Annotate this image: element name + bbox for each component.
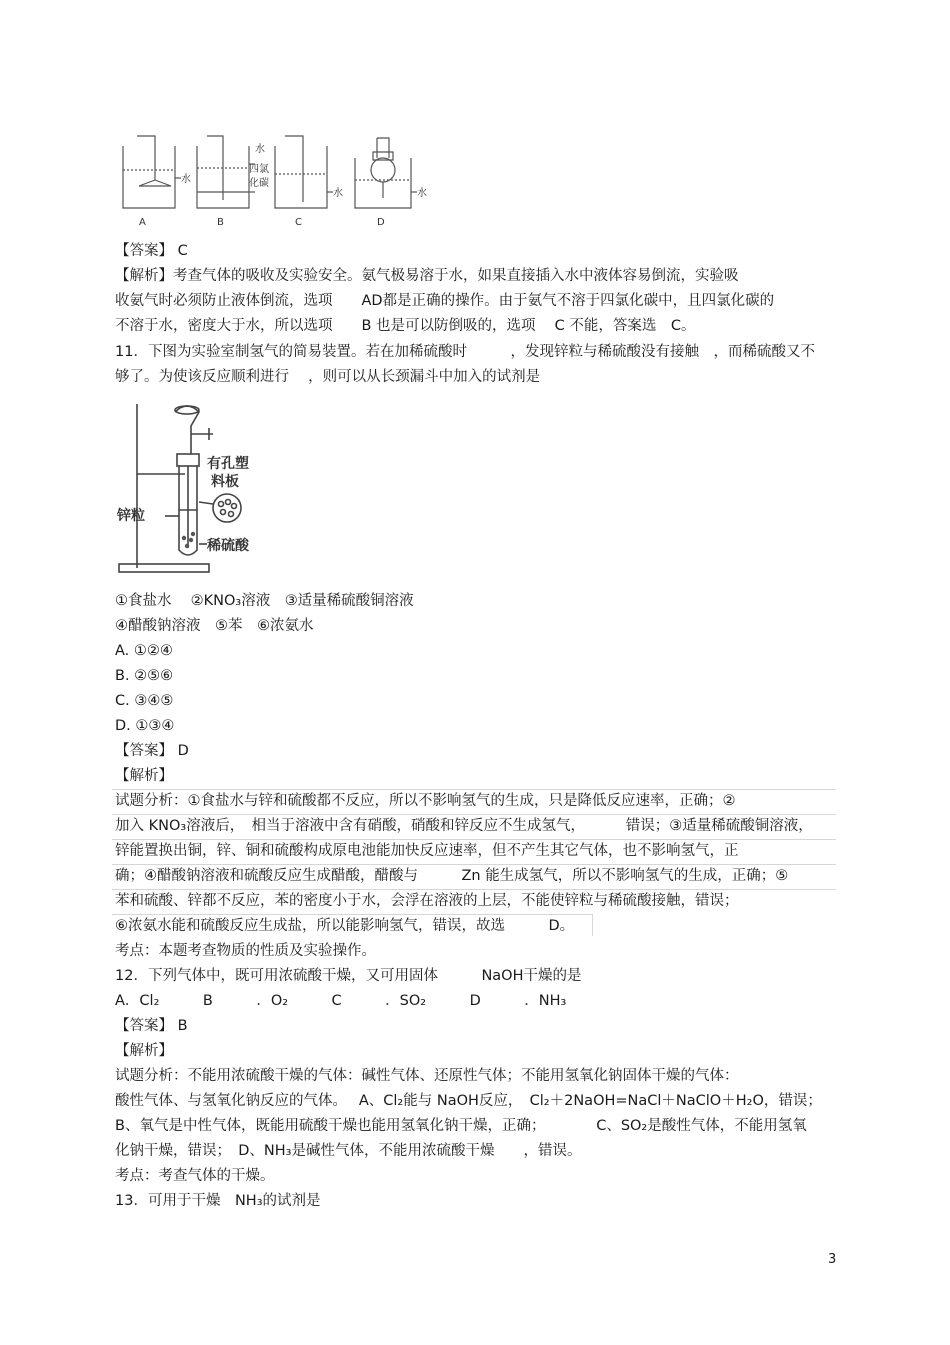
option-d: D. ①③④ [115,718,175,734]
question-text: 够了。为使该反应顺利进行 ，则可以从长颈漏斗中加入的试剂是 [115,369,541,385]
explanation-line: B、氧气是中性气体，既能用硫酸干燥也能用氢氧化钠干燥，正确； C、SO₂是酸性气体，不能用氢氧 [115,1118,807,1134]
beaker-c-water-label: 水 [333,188,343,199]
answer-line: 【答案】 C [115,243,188,259]
dilute-sulfuric-acid-label: 稀硫酸 [207,538,249,554]
explanation-line: ⑥浓氨水能和硫酸反应生成盐，所以能影响氢气，错误，故选 D。 [115,918,575,934]
explanation-line: 确；④醋酸钠溶液和硫酸反应生成醋酸，醋酸与 Zn 能生成氢气，所以不影响氢气的生成，正确；⑤ [115,868,789,884]
question-text: 11．下图为实验室制氢气的简易装置。若在加稀硫酸时 ，发现锌粒与稀硫酸没有接触 ，而稀硫酸又不 [115,344,815,360]
option-c: C. ③④⑤ [115,693,174,709]
beaker-b-ccl4-label-2: 化碳 [249,178,269,189]
page-number: 3 [828,1252,837,1267]
reagent-list: ④醋酸钠溶液 ⑤苯 ⑥浓氨水 [115,618,314,634]
beaker-label-a: A [139,217,146,228]
divider [112,814,836,815]
zinc-granules-label: 锌粒 [117,508,145,524]
divider [112,789,836,790]
divider [112,914,592,915]
divider [112,839,836,840]
divider [112,889,836,890]
beaker-d-water-label: 水 [417,188,427,199]
answer-line: 【答案】 B [115,1018,188,1034]
explanation-line: 加入 KNO₃溶液后， 相当于溶液中含有硝酸，硝酸和锌反应不生成氢气， 错误；③适量稀硫酸铜溶液， [115,818,813,834]
option-b: B. ②⑤⑥ [115,668,174,684]
explanation-line: 酸性气体、与氢氧化钠反应的气体。 A、Cl₂能与 NaOH反应， Cl₂＋2NaOH=NaCl＋NaClO＋H₂O，错误； [115,1093,822,1109]
beaker-b-ccl4-label-1: 四氯 [249,164,269,175]
answer-line: 【答案】 D [115,743,189,759]
explanation-line: 试题分析：不能用浓硫酸干燥的气体：碱性气体、还原性气体；不能用氢氧化钠固体干燥的气体： [115,1068,739,1084]
divider [112,864,836,865]
explanation-line: 锌能置换出铜，锌、铜和硫酸构成原电池能加快反应速率，但不产生其它气体，也不影响氢气，正 [115,843,739,859]
test-point: 考点：考查气体的干燥。 [115,1168,275,1184]
beaker-b-water-label: 水 [255,144,265,155]
reagent-list: ①食盐水 ②KNO₃溶液 ③适量稀硫酸铜溶液 [115,593,414,609]
explanation-heading: 【解析】 [115,768,173,784]
beaker-apparatus-figure [115,128,425,228]
question-text: 13．可用于干燥 NH₃的试剂是 [115,1193,321,1209]
explanation-line: 收氨气时必须防止液体倒流，选项 AD都是正确的操作。由于氨气不溶于四氯化碳中，且四氯化碳的 [115,293,775,309]
perforated-plate-label-2: 料板 [211,474,239,490]
explanation-heading: 【解析】 [115,1043,173,1059]
divider [592,914,593,936]
test-point: 考点：本题考查物质的性质及实验操作。 [115,943,376,959]
beaker-label-d: D [377,217,385,228]
explanation-line: 不溶于水，密度大于水，所以选项 B 也是可以防倒吸的，选项 C 不能，答案选 C。 [115,318,696,334]
question-text: 12．下列气体中，既可用浓硫酸干燥，又可用固体 NaOH干燥的是 [115,968,582,984]
beaker-label-b: B [217,217,224,228]
beaker-label-c: C [295,217,302,228]
beaker-apparatus-drawing [115,128,425,228]
perforated-plate-label-1: 有孔塑 [207,456,249,472]
explanation-line: 化钠干燥，错误； D、NH₃是碱性气体，不能用浓硫酸干燥 ，错误。 [115,1143,582,1159]
beaker-a-water-label: 水 [181,174,191,185]
options-line: A．Cl₂ B ．O₂ C ．SO₂ D ．NH₃ [115,993,567,1009]
explanation-line: 试题分析：①食盐水与锌和硫酸都不反应，所以不影响氢气的生成，只是降低反应速率，正确；② [115,793,736,809]
explanation-line: 【解析】考查气体的吸收及实验安全。氨气极易溶于水，如果直接插入水中液体容易倒流，实验吸 [115,268,739,284]
option-a: A. ①②④ [115,643,173,659]
explanation-line: 苯和硫酸、锌都不反应，苯的密度小于水，会浮在溶液的上层，不能使锌粒与稀硫酸接触，错误； [115,893,739,909]
hydrogen-apparatus-drawing [115,398,275,578]
hydrogen-apparatus-figure [115,398,275,578]
